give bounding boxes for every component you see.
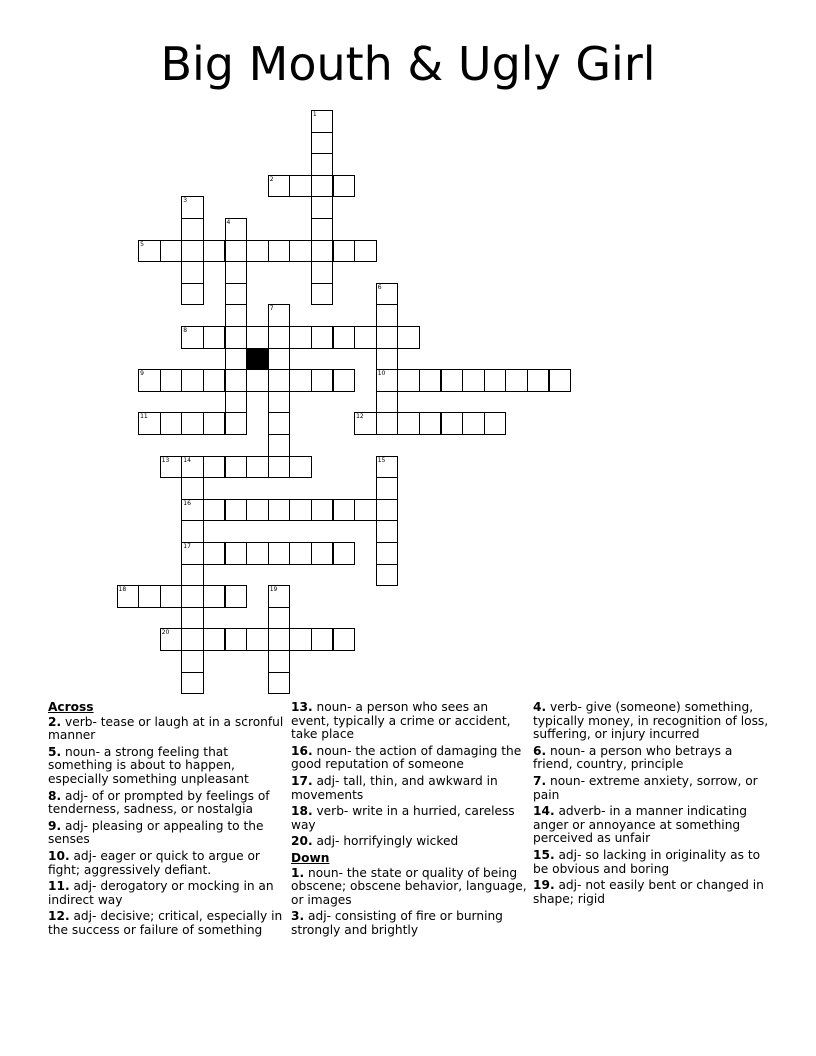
cell-number: 13 <box>161 456 170 464</box>
cell-number: 1 <box>312 111 317 118</box>
grid-cell[interactable] <box>268 240 291 263</box>
grid-cell[interactable] <box>484 369 507 392</box>
grid-cell[interactable] <box>376 564 399 587</box>
grid-cell[interactable] <box>397 369 420 392</box>
clues-column-2 <box>291 701 527 941</box>
clue-number: 17. <box>291 773 313 788</box>
cell-number: 9 <box>140 370 144 378</box>
grid-cell[interactable] <box>311 261 334 284</box>
grid-cell[interactable] <box>311 542 334 565</box>
clue-text: noun- a person who sees an event, typically a crime or accident, take place <box>291 700 511 742</box>
grid-cell[interactable] <box>246 369 269 392</box>
grid-cell[interactable] <box>333 542 356 565</box>
grid-cell[interactable] <box>311 240 334 263</box>
grid-cell[interactable] <box>484 412 507 435</box>
clue-number: 5. <box>48 744 62 759</box>
grid-cell[interactable] <box>333 175 356 198</box>
clue-number: 4. <box>533 700 547 714</box>
grid-cell[interactable] <box>225 628 248 651</box>
grid-cell[interactable] <box>462 412 485 435</box>
grid-cell[interactable] <box>311 196 334 219</box>
clue-text: adj- not easily bent or changed in shape; rigid <box>533 878 764 906</box>
grid-cell[interactable] <box>268 304 291 327</box>
black-cell <box>246 348 269 371</box>
grid-cell[interactable] <box>160 240 183 263</box>
grid-cell[interactable] <box>225 240 248 263</box>
grid-cell[interactable] <box>376 348 399 371</box>
clue-number: 19. <box>533 878 555 893</box>
cell-number: 12 <box>356 413 364 421</box>
grid-cell[interactable] <box>354 326 377 349</box>
cell-number: 14 <box>183 456 191 464</box>
grid-cell[interactable] <box>505 369 528 392</box>
grid-cell[interactable] <box>376 499 399 522</box>
grid-cell[interactable] <box>225 283 248 306</box>
cell-number: 16 <box>183 499 191 507</box>
grid-cell[interactable] <box>289 369 312 392</box>
clue-number: 12. <box>48 909 70 924</box>
clue-across-12 <box>48 910 284 937</box>
grid-cell[interactable] <box>225 542 248 565</box>
clue-text: adj- consisting of fire or burning strongly and brightly <box>291 909 503 937</box>
clue-across-20 <box>291 835 527 849</box>
grid-cell[interactable] <box>397 412 420 435</box>
grid-cell[interactable] <box>160 585 183 608</box>
grid-cell[interactable] <box>181 261 204 284</box>
grid-cell[interactable] <box>160 628 183 651</box>
clue-across-8 <box>48 790 284 817</box>
clue-text: noun- a strong feeling that something is about to happen, especially something unpleasant <box>48 744 249 786</box>
grid-cell[interactable] <box>268 585 291 608</box>
grid-cell[interactable] <box>289 542 312 565</box>
puzzle-title: Big Mouth & Ugly Girl <box>160 37 656 91</box>
grid-cell[interactable] <box>203 585 226 608</box>
clue-number: 1. <box>291 865 305 880</box>
grid-cell[interactable] <box>181 369 204 392</box>
grid-cell[interactable] <box>246 499 269 522</box>
grid-cell[interactable] <box>311 628 334 651</box>
grid-cell[interactable] <box>203 369 226 392</box>
grid-cell[interactable] <box>376 369 399 392</box>
grid-cell[interactable] <box>160 369 183 392</box>
clue-text: noun- the action of damaging the good reputation of someone <box>291 743 522 772</box>
grid-cell[interactable] <box>181 650 204 673</box>
grid-cell[interactable] <box>268 412 291 435</box>
cell-number: 8 <box>183 327 188 334</box>
clue-down-15 <box>533 849 769 876</box>
grid-cell[interactable] <box>181 218 204 241</box>
clue-across-11 <box>48 880 284 907</box>
grid-cell[interactable] <box>376 326 399 349</box>
clue-down-6 <box>533 745 769 772</box>
clue-text: adj- so lacking in originality as to be obvious and boring <box>533 847 761 876</box>
clue-across-5 <box>48 746 284 787</box>
clue-down-4 <box>533 701 769 742</box>
clue-number: 16. <box>291 743 313 758</box>
clue-across-2 <box>48 716 284 743</box>
clue-text: noun- extreme anxiety, sorrow, or pain <box>533 773 758 802</box>
grid-cell[interactable] <box>441 369 464 392</box>
clue-number: 11. <box>48 879 70 894</box>
grid-cell[interactable] <box>354 499 377 522</box>
clue-text: adj- of or prompted by feelings of tenderness, sadness, or nostalgia <box>48 788 270 817</box>
grid-cell[interactable] <box>117 585 140 608</box>
grid-cell[interactable] <box>246 628 269 651</box>
grid-cell[interactable] <box>225 499 248 522</box>
grid-cell[interactable] <box>225 261 248 284</box>
grid-cell[interactable] <box>203 412 226 435</box>
clue-down-7 <box>533 775 769 802</box>
cell-number: 5 <box>140 240 144 248</box>
grid-cell[interactable] <box>289 240 312 263</box>
grid-cell[interactable] <box>203 326 226 349</box>
clue-number: 6. <box>533 743 547 758</box>
grid-cell[interactable] <box>527 369 550 392</box>
grid-cell[interactable] <box>289 499 312 522</box>
clue-number: 2. <box>48 714 62 729</box>
clue-down-14 <box>533 805 769 846</box>
clue-text: adj- eager or quick to argue or fight; aggressively defiant. <box>48 848 260 877</box>
grid-cell[interactable] <box>268 391 291 414</box>
grid-cell[interactable] <box>268 542 291 565</box>
grid-cell[interactable] <box>268 348 291 371</box>
grid-cell[interactable] <box>376 283 399 306</box>
grid-cell[interactable] <box>311 153 334 176</box>
clue-text: adj- decisive; critical, especially in the success or failure of something <box>48 909 283 937</box>
grid-cell[interactable] <box>311 132 334 155</box>
grid-cell[interactable] <box>268 456 291 479</box>
grid-cell[interactable] <box>289 326 312 349</box>
grid-cell[interactable] <box>138 412 161 435</box>
grid-cell[interactable] <box>311 283 334 306</box>
grid-cell[interactable] <box>268 672 291 695</box>
grid-cell[interactable] <box>181 499 204 522</box>
cell-number: 4 <box>226 219 231 226</box>
clue-number: 9. <box>48 818 62 833</box>
clue-number: 3. <box>291 909 305 924</box>
grid-cell[interactable] <box>160 456 183 479</box>
grid-cell[interactable] <box>181 542 204 565</box>
grid-cell[interactable] <box>181 326 204 349</box>
clue-number: 18. <box>291 804 313 819</box>
clue-number: 20. <box>291 834 313 849</box>
down-heading: Down <box>291 850 330 865</box>
grid-cell[interactable] <box>246 326 269 349</box>
clue-text: adj- derogatory or mocking in an indirect way <box>48 879 274 907</box>
grid-cell[interactable] <box>268 499 291 522</box>
grid-cell[interactable] <box>354 240 377 263</box>
cell-number: 20 <box>161 629 170 637</box>
grid-cell[interactable] <box>268 326 291 349</box>
grid-cell[interactable] <box>225 218 248 241</box>
grid-cell[interactable] <box>311 175 334 198</box>
grid-cell[interactable] <box>376 520 399 543</box>
clue-text: verb- write in a hurried, careless way <box>291 804 515 832</box>
grid-cell[interactable] <box>203 499 226 522</box>
across-heading: Across <box>48 700 94 714</box>
clue-number: 13. <box>291 700 313 714</box>
grid-cell[interactable] <box>333 240 356 263</box>
cell-number: 19 <box>269 586 278 594</box>
grid-cell[interactable] <box>376 456 399 479</box>
grid-cell[interactable] <box>289 456 312 479</box>
grid-cell[interactable] <box>549 369 572 392</box>
grid-cell[interactable] <box>181 283 204 306</box>
grid-cell[interactable] <box>181 672 204 695</box>
clue-text: adj- tall, thin, and awkward in movements <box>291 773 498 802</box>
grid-cell[interactable] <box>181 520 204 543</box>
grid-cell[interactable] <box>181 628 204 651</box>
grid-cell[interactable] <box>138 585 161 608</box>
grid-cell[interactable] <box>268 369 291 392</box>
grid-cell[interactable] <box>462 369 485 392</box>
clue-across-17 <box>291 775 527 802</box>
grid-cell[interactable] <box>225 348 248 371</box>
clue-down-19 <box>533 879 769 906</box>
clue-across-13 <box>291 701 527 742</box>
grid-cell[interactable] <box>203 240 226 263</box>
clue-text: adj- horrifyingly wicked <box>312 834 459 849</box>
grid-cell[interactable] <box>376 477 399 500</box>
grid-cell[interactable] <box>311 326 334 349</box>
cell-number: 15 <box>377 456 386 464</box>
clue-text: adj- pleasing or appealing to the senses <box>48 818 264 847</box>
clue-across-10 <box>48 850 284 877</box>
grid-cell[interactable] <box>333 628 356 651</box>
grid-cell[interactable] <box>376 412 399 435</box>
cell-number: 3 <box>183 197 188 205</box>
grid-cell[interactable] <box>138 369 161 392</box>
grid-cell[interactable] <box>246 542 269 565</box>
clue-number: 7. <box>533 773 547 788</box>
grid-cell[interactable] <box>268 434 291 457</box>
clue-down-3 <box>291 910 527 937</box>
grid-cell[interactable] <box>181 196 204 219</box>
grid-cell[interactable] <box>268 607 291 630</box>
clues-column-1 <box>48 701 284 941</box>
grid-cell[interactable] <box>354 412 377 435</box>
grid-cell[interactable] <box>311 499 334 522</box>
grid-cell[interactable] <box>419 369 442 392</box>
grid-cell[interactable] <box>311 369 334 392</box>
grid-cell[interactable] <box>181 477 204 500</box>
grid-cell[interactable] <box>181 240 204 263</box>
grid-cell[interactable] <box>225 412 248 435</box>
grid-cell[interactable] <box>225 391 248 414</box>
grid-cell[interactable] <box>181 456 204 479</box>
grid-cell[interactable] <box>268 650 291 673</box>
grid-cell[interactable] <box>203 542 226 565</box>
grid-cell[interactable] <box>246 456 269 479</box>
clue-across-9 <box>48 820 284 847</box>
clue-text: verb- give (someone) something, typically money, in recognition of loss, suffering, or injury incurred <box>533 700 769 742</box>
clue-across-16 <box>291 745 527 772</box>
grid-cell[interactable] <box>333 326 356 349</box>
grid-cell[interactable] <box>376 391 399 414</box>
grid-cell[interactable] <box>181 607 204 630</box>
grid-cell[interactable] <box>246 240 269 263</box>
grid-cell[interactable] <box>225 456 248 479</box>
clue-text: verb- tease or laugh at in a scronful manner <box>48 714 284 743</box>
grid-cell[interactable] <box>441 412 464 435</box>
grid-cell[interactable] <box>225 585 248 608</box>
grid-cell[interactable] <box>225 304 248 327</box>
grid-cell[interactable] <box>376 304 399 327</box>
grid-cell[interactable] <box>138 240 161 263</box>
clue-number: 15. <box>533 847 555 862</box>
grid-cell[interactable] <box>203 456 226 479</box>
grid-cell[interactable] <box>397 326 420 349</box>
clue-number: 10. <box>48 848 70 863</box>
grid-cell[interactable] <box>181 585 204 608</box>
clues-column-3 <box>533 701 769 909</box>
cell-number: 10 <box>377 370 386 378</box>
grid-cell[interactable] <box>203 628 226 651</box>
grid-cell[interactable] <box>311 110 334 133</box>
cell-number: 2 <box>269 175 274 183</box>
clue-across-18 <box>291 805 527 832</box>
cell-number: 17 <box>183 543 191 550</box>
grid-cell[interactable] <box>268 628 291 651</box>
grid-cell[interactable] <box>181 564 204 587</box>
cell-number: 6 <box>377 283 382 291</box>
grid-cell[interactable] <box>333 499 356 522</box>
clue-number: 8. <box>48 788 62 803</box>
clue-down-1 <box>291 867 527 908</box>
grid-cell[interactable] <box>376 542 399 565</box>
grid-cell[interactable] <box>225 326 248 349</box>
grid-cell[interactable] <box>181 412 204 435</box>
grid-cell[interactable] <box>160 412 183 435</box>
grid-cell[interactable] <box>311 218 334 241</box>
clue-text: adverb- in a manner indicating anger or annoyance at something perceived as unfair <box>533 804 747 846</box>
clue-text: noun- a person who betrays a friend, country, principle <box>533 743 733 772</box>
cell-number: 11 <box>140 413 148 421</box>
clue-text: noun- the state or quality of being obscene; obscene behavior, language, or images <box>291 865 527 907</box>
cell-number: 18 <box>118 586 127 594</box>
cell-number: 7 <box>269 305 274 313</box>
grid-cell[interactable] <box>289 628 312 651</box>
clue-number: 14. <box>533 804 555 819</box>
grid-cell[interactable] <box>268 175 291 198</box>
grid-cell[interactable] <box>225 369 248 392</box>
grid-cell[interactable] <box>289 175 312 198</box>
grid-cell[interactable] <box>333 369 356 392</box>
grid-cell[interactable] <box>419 412 442 435</box>
